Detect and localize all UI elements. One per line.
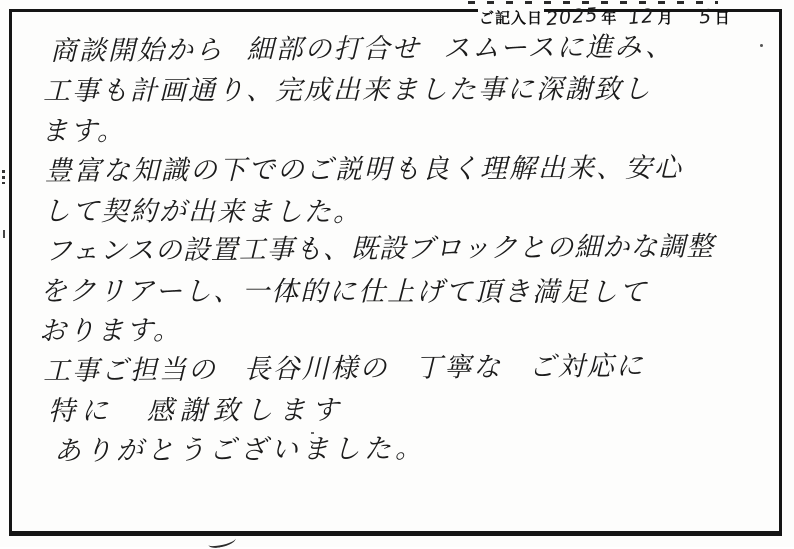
handwritten-line: おります。 (38, 315, 182, 347)
handwritten-line: ます。 (41, 116, 126, 147)
date-month-unit: 月 (657, 10, 673, 27)
scan-noise-left-edge (3, 230, 5, 238)
date-day-unit: 日 (714, 10, 730, 27)
handwritten-line: をクリアーし、一体的に仕上げて頂き満足して (39, 276, 649, 309)
handwritten-line: して契約が出来ました。 (42, 196, 363, 229)
handwritten-line: 豊富な知識の下でのご説明も良く理解出来、安心 (44, 152, 684, 187)
handwritten-line: フェンスの設置工事も、既設ブロックとの細かな調整 (44, 231, 715, 267)
date-label: ご記入日 (478, 7, 544, 28)
handwritten-line: 工事ご担当の 長谷川様の 丁寧な ご対応に (42, 350, 645, 387)
date-day-value: 5 (697, 5, 713, 29)
handwritten-line: 特に 感謝致します (47, 394, 345, 427)
scan-noise-left-edge (2, 170, 5, 184)
handwritten-line: ありがとうございました。 (53, 433, 427, 467)
date-year-value: 2025 (545, 3, 600, 31)
date-month-value: 12 (627, 4, 656, 30)
date-row (478, 3, 730, 31)
date-year-unit: 年 (601, 10, 617, 27)
handwritten-line: 商談開始から 細部の打合せ スムースに進み、 (49, 31, 675, 67)
handwritten-message (38, 32, 754, 472)
handwritten-line: 工事も計画通り、完成出来ました事に深謝致し (42, 73, 653, 107)
scan-noise-dot (760, 44, 763, 47)
